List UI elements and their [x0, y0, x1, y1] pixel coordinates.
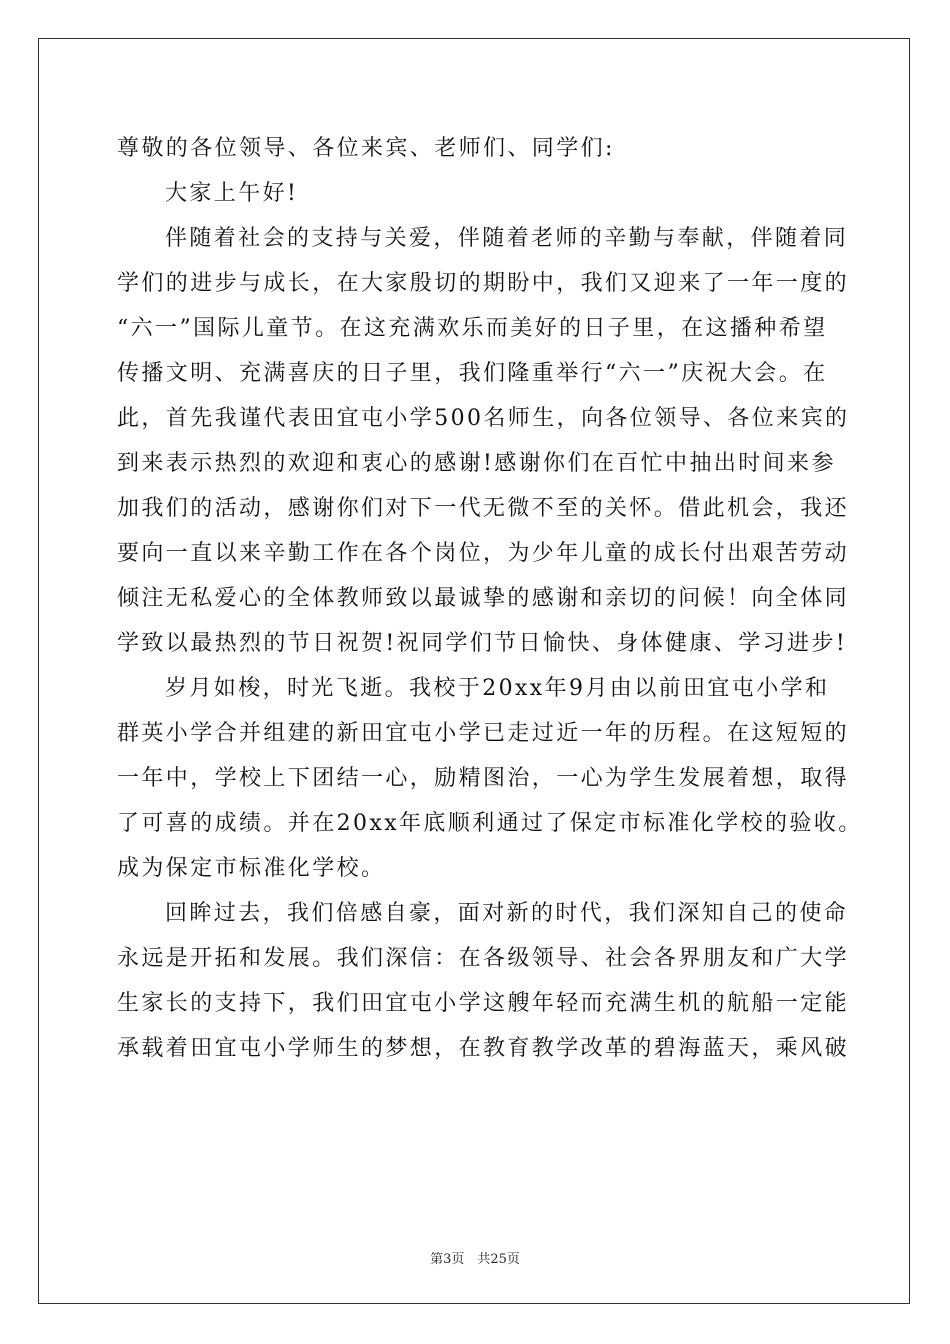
text-line: 了可喜的成绩。并在20xx年底顺利通过了保定市标准化学校的验收。: [117, 811, 863, 836]
text-line: 学们的进步与成长，在大家殷切的期盼中，我们又迎来了一年一度的: [117, 271, 850, 296]
text-line: 大家上午好!: [165, 181, 299, 206]
text-line: 学致以最热烈的节日祝贺!祝同学们节日愉快、身体健康、学习进步!: [117, 631, 848, 656]
text-line: “六一”国际儿童节。在这充满欢乐而美好的日子里，在这播种希望: [117, 316, 828, 341]
document-body: [117, 126, 863, 1071]
text-line: 到来表示热烈的欢迎和衷心的感谢!感谢你们在百忙中抽出时间来参: [117, 451, 836, 476]
text-line: 加我们的活动，感谢你们对下一代无微不至的关怀。借此机会，我还: [117, 496, 850, 521]
text-line: 倾注无私爱心的全体教师致以最诚挚的感谢和亲切的问候！向全体同: [117, 586, 850, 611]
text-line: 生家长的支持下，我们田宜屯小学这艘年轻而充满生机的航船一定能: [117, 991, 850, 1016]
text-line: 尊敬的各位领导、各位来宾、老师们、同学们:: [117, 136, 615, 161]
text-line: 成为保定市标准化学校。: [117, 856, 386, 881]
text-line: 一年中，学校上下团结一心，励精图治，一心为学生发展着想，取得: [117, 766, 850, 791]
text-line: 伴随着社会的支持与关爱，伴随着老师的辛勤与奉献，伴随着同: [165, 226, 849, 251]
text-line: 回眸过去，我们倍感自豪，面对新的时代，我们深知自己的使命: [165, 901, 849, 926]
text-line: 传播文明、充满喜庆的日子里，我们隆重举行“六一”庆祝大会。在: [117, 361, 828, 386]
text-line: 永远是开拓和发展。我们深信：在各级领导、社会各界朋友和广大学: [117, 946, 850, 971]
page-number: 第3页 共25页: [430, 1252, 520, 1267]
text-line: 承载着田宜屯小学师生的梦想，在教育教学改革的碧海蓝天，乘风破: [117, 1036, 850, 1061]
text-line: 要向一直以来辛勤工作在各个岗位，为少年儿童的成长付出艰苦劳动: [117, 541, 850, 566]
text-line: 此，首先我谨代表田宜屯小学500名师生，向各位领导、各位来宾的: [117, 406, 850, 431]
text-line: 群英小学合并组建的新田宜屯小学已走过近一年的历程。在这短短的: [117, 721, 850, 746]
text-line: 岁月如梭，时光飞逝。我校于20xx年9月由以前田宜屯小学和: [165, 676, 830, 701]
